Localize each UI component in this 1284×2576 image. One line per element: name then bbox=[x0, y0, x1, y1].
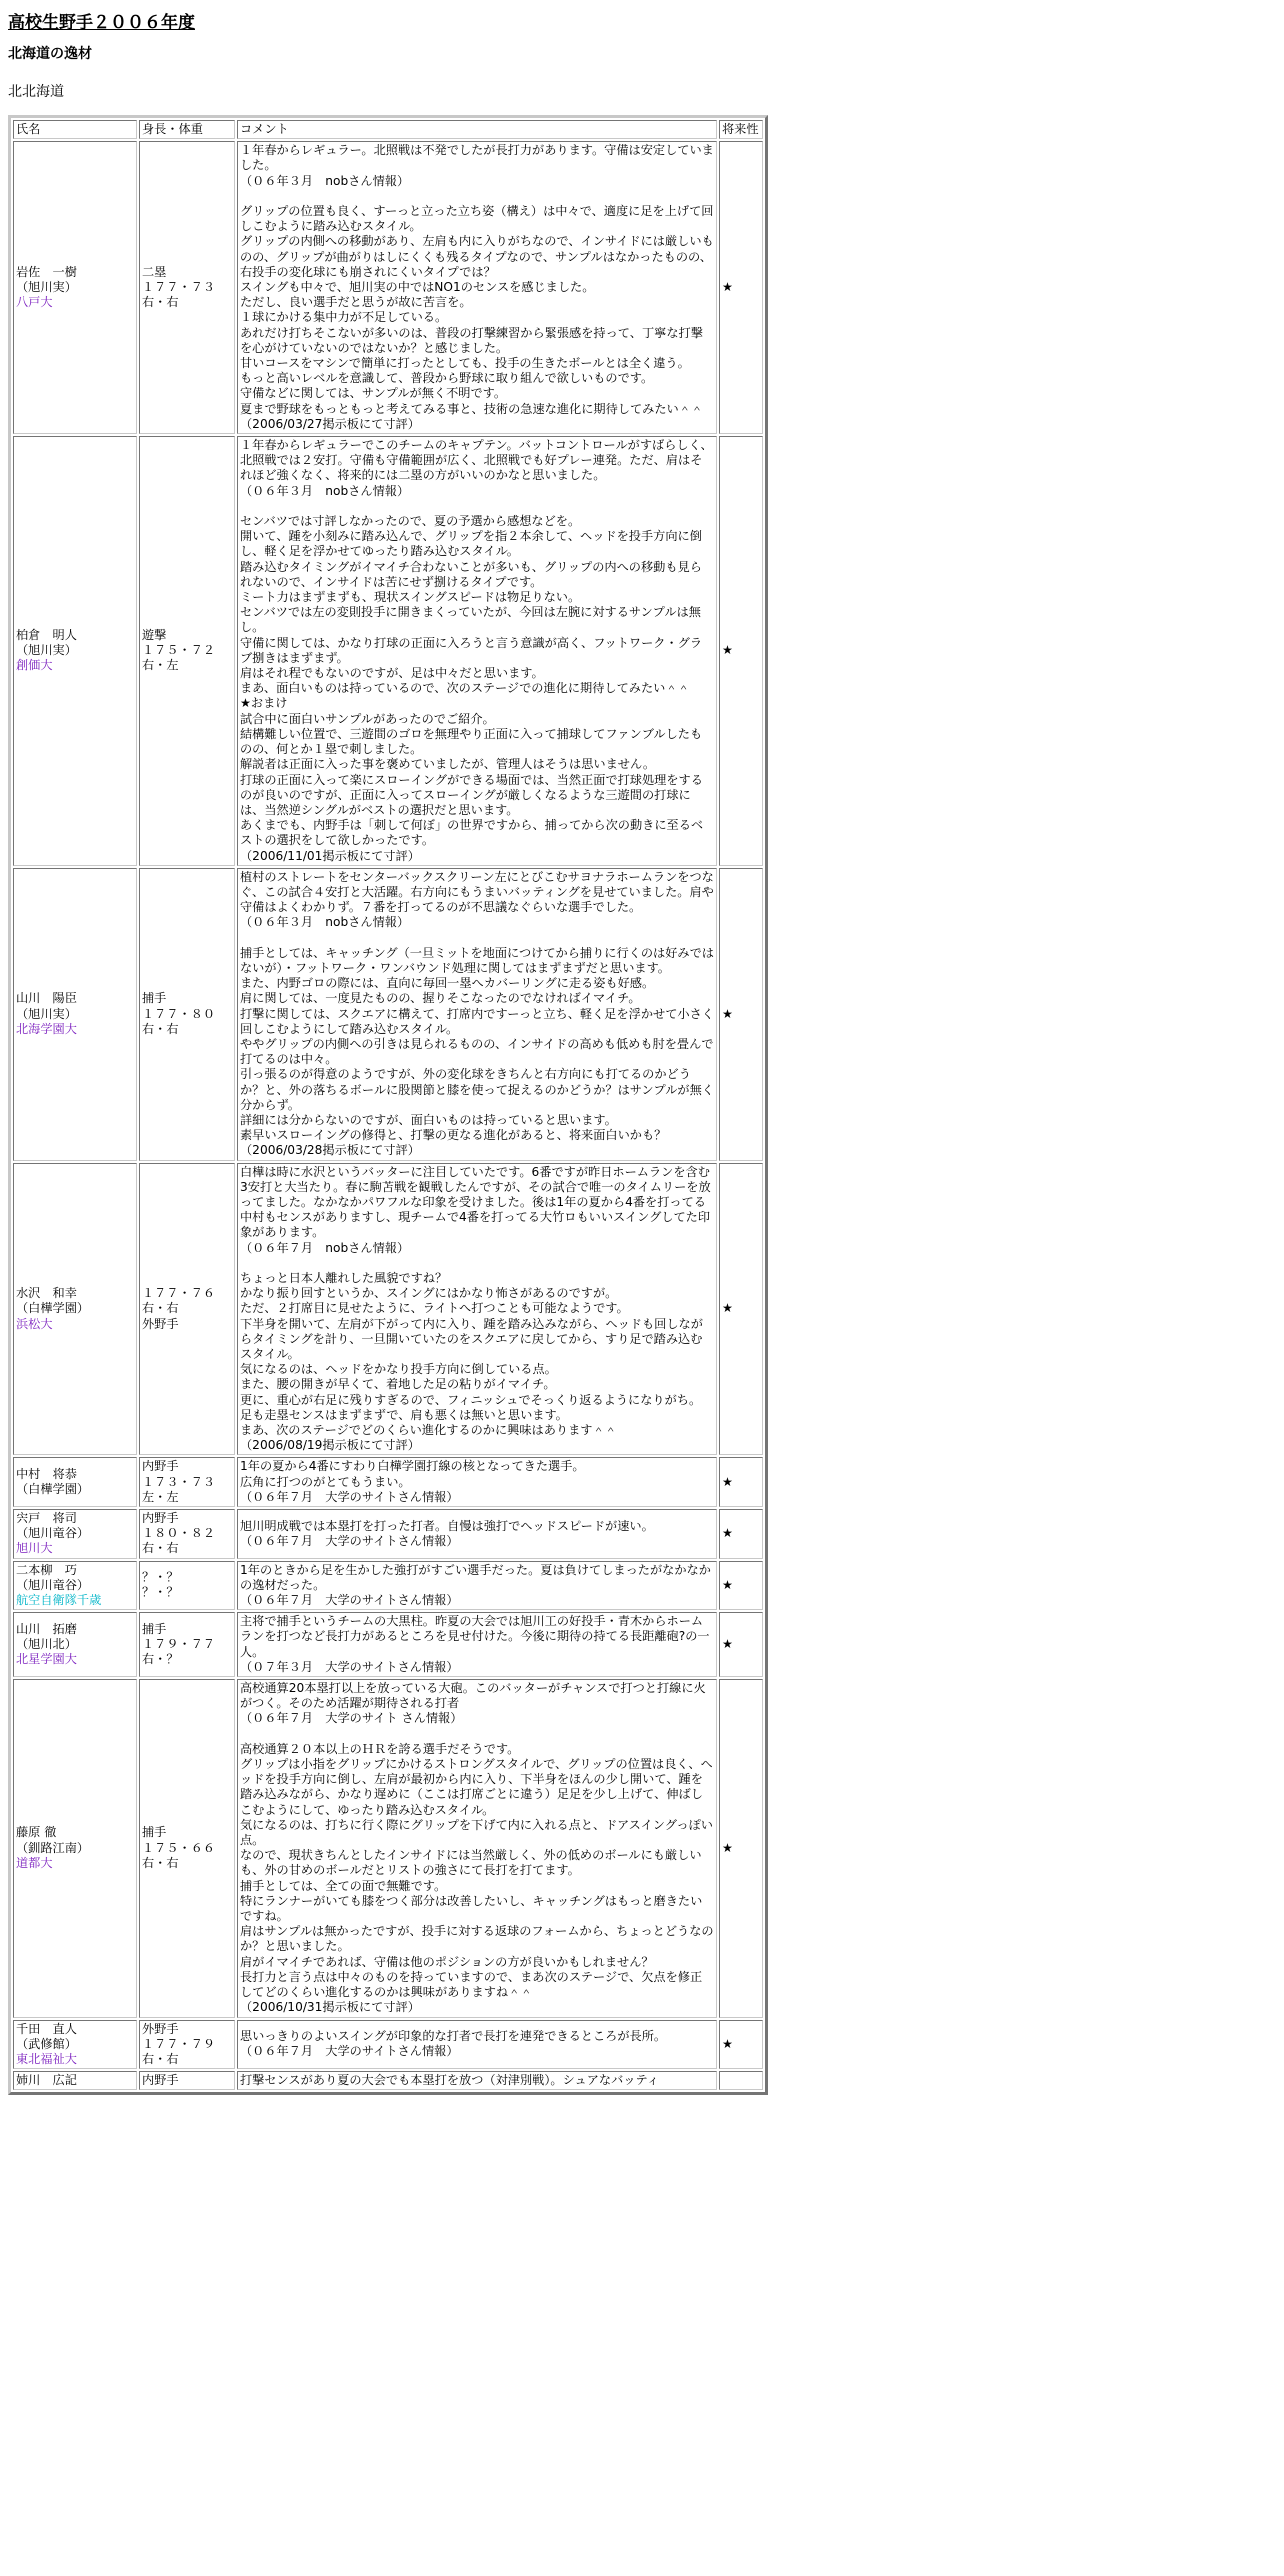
player-name-cell bbox=[13, 2071, 137, 2090]
player-stat: １７９・７７ bbox=[142, 1637, 216, 1652]
comment-line: 高校通算20本塁打以上を放っている大砲。このバッターがチャンスで打つと打線に火がつく。そのため活躍が期待される打者 bbox=[240, 1681, 706, 1711]
comment-line: 旭川明成戦では本塁打を打った打者。自慢は強打でヘッドスピードが速い。 bbox=[240, 1518, 654, 1533]
comment-line: 解説者は正面に入った事を褒めていましたが、管理人はそうは思いません。 bbox=[240, 757, 656, 772]
player-stat: 右・右 bbox=[142, 1301, 179, 1316]
comment-line: グリップの内側への移動があり、左肩も内に入りがちなので、インサイドには厳しいものの、グリップが曲がりはしにくくも残るタイプなので、サンプルはなかったものの、右投手の変化球にも崩されにくいタイプでは？ bbox=[240, 234, 714, 279]
player-stat: １７７・７６ bbox=[142, 1286, 216, 1301]
comment-line: 1年のときから足を生かした強打がすごい選手だった。夏は負けてしまったがなかなかの逸材だった。 bbox=[240, 1562, 711, 1592]
comment-line bbox=[240, 931, 714, 946]
player-comment-cell bbox=[237, 436, 717, 866]
future-rating-cell bbox=[719, 1561, 763, 1611]
player-name: 水沢 和幸 bbox=[16, 1286, 77, 1301]
comment-line: （2006/08/19掲示板にて寸評） bbox=[240, 1438, 420, 1453]
comment-line: また、腰の開きが早くて、着地した足の粘りがイマイチ。 bbox=[240, 1377, 556, 1392]
comment-line: ただし、良い選手だと思うが故に苦言を。 bbox=[240, 295, 472, 310]
player-comment-cell bbox=[237, 2020, 717, 2070]
player-comment-cell bbox=[237, 1457, 717, 1507]
players-body bbox=[13, 141, 763, 2090]
header-future: 将来性 bbox=[719, 120, 763, 139]
player-name: 藤原 徹 bbox=[16, 1825, 57, 1840]
comment-line: かなり振り回すというか、スイングにはかなり怖さがあるのですが。 bbox=[240, 1286, 618, 1301]
player-university-link[interactable]: 創価大 bbox=[16, 658, 53, 673]
page-title: 高校生野手２００６年度 bbox=[8, 13, 195, 33]
comment-line: 打撃に関しては、スクエアに構えて、打席内ですーっと立ち、軽く足を浮かせて小さく回しこむようにして踏み込むスタイル。 bbox=[240, 1006, 714, 1036]
comment-line: 結構難しい位置で、三遊間のゴロを無理やり正面に入って捕球してファンブルしたものの、何とか１塁で刺しました。 bbox=[240, 726, 703, 757]
comment-line: なので、現状きちんとしたインサイドには当然厳しく、外の低めのボールにも厳しいも、外の甘めのボールだとリストの強さにて長打を打てます。 bbox=[240, 1848, 702, 1878]
player-stat: 内野手 bbox=[142, 2073, 179, 2088]
table-row bbox=[13, 1679, 763, 2017]
comment-line: （０６年７月 大学のサイトさん情報） bbox=[240, 2044, 459, 2059]
comment-line: （０６年７月 大学のサイトさん情報） bbox=[240, 1593, 459, 1608]
comment-line: 捕手としては、全ての面で無難です。 bbox=[240, 1878, 447, 1893]
player-stat: 右・右 bbox=[142, 1541, 179, 1556]
player-comment-cell bbox=[237, 1163, 717, 1456]
player-school: （旭川竜谷） bbox=[16, 1526, 90, 1541]
player-stats-cell bbox=[139, 2071, 235, 2090]
comment-line: ミート力はまずまずも、現状スイングスピードは物足りない。 bbox=[240, 590, 581, 605]
player-stat: 外野手 bbox=[142, 1316, 179, 1331]
player-stat: ？・？ bbox=[142, 1570, 179, 1585]
comment-line: スイングも中々で、旭川実の中ではNO1のセンスを感じました。 bbox=[240, 280, 595, 295]
player-university-link[interactable]: 東北福祉大 bbox=[16, 2051, 77, 2066]
player-comment-cell bbox=[237, 2071, 717, 2090]
comment-line: ややグリップの内側への引きは見られるものの、インサイドの高めも低めも肘を畳んで打てるのは中々。 bbox=[240, 1036, 714, 1067]
table-row bbox=[13, 1163, 763, 1456]
comment-line: （０６年３月 nobさん情報） bbox=[240, 173, 410, 188]
comment-line: ★おまけ bbox=[240, 696, 288, 711]
comment-line: 1年の夏から4番にすわり白樺学園打線の核となってきた選手。 bbox=[240, 1459, 585, 1474]
comment-line: （2006/03/27掲示板にて寸評） bbox=[240, 416, 420, 431]
comment-line: （０６年３月 nobさん情報） bbox=[240, 483, 410, 498]
player-stat: 右・左 bbox=[142, 658, 179, 673]
player-name: 岩佐 一樹 bbox=[16, 264, 77, 279]
star-icon: ★ bbox=[722, 1301, 733, 1316]
player-university-link[interactable]: 八戸大 bbox=[16, 295, 53, 310]
player-school: （釧路江南） bbox=[16, 1840, 90, 1855]
player-stat: 左・左 bbox=[142, 1489, 179, 1504]
star-icon: ★ bbox=[722, 1006, 733, 1021]
comment-line: （０６年７月 大学のサイトさん情報） bbox=[240, 1489, 459, 1504]
player-school: （旭川北） bbox=[16, 1637, 77, 1652]
player-name: 山川 陽臣 bbox=[16, 991, 77, 1006]
player-university-link[interactable]: 北星学園大 bbox=[16, 1652, 77, 1667]
comment-line: グリップは小指をグリップにかけるストロングスタイルで、グリップの位置は良く、ヘッドを投手方向に倒し、左肩が最初から内に入り、下半身をほんの少し開いて、踵を踏み込みながら、かなり遅めに（ここは打席ごとに違う）足足を少し上げて、伸ばしこむようにして、ゆったり踏み込むスタイル。 bbox=[240, 1757, 713, 1817]
comment-line: 打球の正面に入って楽にスローイングができる場面では、当然正面で打球処理をするのが良いのですが、正面に入ってスローイングが厳しくなるような三遊間の打球には、当然逆シングルがベストの選択だと思います。 bbox=[240, 772, 703, 817]
comment-line: 詳細には分からないのですが、面白いものは持っていると思います。 bbox=[240, 1112, 617, 1127]
player-comment-cell bbox=[237, 1612, 717, 1677]
comment-line: 足も走塁センスはまずまずで、肩も悪くは無いと思います。 bbox=[240, 1407, 568, 1422]
comment-line: 素早いスローイングの修得と、打撃の更なる進化があると、将来面白いかも？ bbox=[240, 1128, 667, 1143]
player-stat: 内野手 bbox=[142, 1511, 179, 1526]
players-table bbox=[8, 115, 768, 2095]
comment-line: 肩はサンプルは無かったですが、投手に対する返球のフォームから、ちょっとどうなのか？と思いました。 bbox=[240, 1924, 714, 1954]
player-stat: 右・？ bbox=[142, 1652, 179, 1667]
comment-line: ちょっと日本人離れした風貌ですね？ bbox=[240, 1270, 448, 1285]
comment-line: あくまでも、内野手は「刺して何ぼ」の世界ですから、捕ってから次の動きに至るベストの選択をして欲しかったです。 bbox=[240, 818, 704, 848]
comment-line: また、内野ゴロの際には、直向に毎回一塁へカバーリングに走る姿も好感。 bbox=[240, 976, 655, 991]
comment-line: 特にランナーがいても膝をつく部分は改善したいし、キャッチングはもっと磨きたいですね。 bbox=[240, 1893, 703, 1924]
player-stat: ？・？ bbox=[142, 1585, 179, 1600]
comment-line: 広角に打つのがとてもうまい。 bbox=[240, 1474, 411, 1489]
star-icon: ★ bbox=[722, 2036, 733, 2051]
comment-line: 守備に関しては、かなり打球の正面に入ろうと言う意識が高く、フットワーク・グラブ捌きはまずまず。 bbox=[240, 635, 703, 665]
player-comment-cell bbox=[237, 1561, 717, 1611]
player-stat: 二塁 bbox=[142, 264, 167, 279]
comment-line: 引っ張るのが得意のようですが、外の変化球をきちんと右方向にも打てるのかどうか？と、外の落ちるボールに股関節と膝を使って捉えるのかどうか？はサンプルが無く分からず。 bbox=[240, 1067, 714, 1112]
comment-line: 開いて、踵を小刻みに踏み込んで、グリップを指２本余して、ヘッドを投手方向に倒し、軽く足を浮かせてゆったり踏み込むスタイル。 bbox=[240, 529, 702, 559]
player-stats-cell bbox=[139, 868, 235, 1161]
star-icon: ★ bbox=[722, 1526, 733, 1541]
player-stats-cell bbox=[139, 1612, 235, 1677]
table-row bbox=[13, 2020, 763, 2070]
player-comment-cell bbox=[237, 1679, 717, 2017]
comment-line: まあ、面白いものは持っているので、次のステージでの進化に期待してみたい＾＾ bbox=[240, 681, 690, 696]
player-name-cell bbox=[13, 1163, 137, 1456]
player-school: （白樺学園） bbox=[16, 1301, 90, 1316]
player-university-link[interactable]: 航空自衛隊千歳 bbox=[16, 1593, 102, 1608]
comment-line: （０６年３月 nobさん情報） bbox=[240, 915, 410, 930]
header-row bbox=[13, 120, 763, 139]
player-school: （旭川竜谷） bbox=[16, 1577, 90, 1592]
header-body: 身長・体重 bbox=[139, 120, 235, 139]
header-name: 氏名 bbox=[13, 120, 137, 139]
future-rating-cell bbox=[719, 141, 763, 434]
comment-line: 長打力と言う点は中々のものを持っていますので、まあ次のステージで、欠点を修正してどのくらい進化するのかは興味がありますね＾＾ bbox=[240, 1969, 703, 2000]
comment-line: 試合中に面白いサンプルがあったのでご紹介。 bbox=[240, 711, 495, 726]
player-name: 柏倉 明人 bbox=[16, 628, 77, 643]
player-name-cell bbox=[13, 868, 137, 1161]
page bbox=[0, 8, 1284, 2095]
player-stats-cell bbox=[139, 1509, 235, 1559]
player-school: （武修館） bbox=[16, 2036, 77, 2051]
comment-line: 甘いコースをマシンで簡単に打ったとしても、投手の生きたボールとは全く違う。 bbox=[240, 356, 690, 371]
player-stat: １８０・８２ bbox=[142, 1526, 216, 1541]
player-name-cell bbox=[13, 2020, 137, 2070]
comment-line bbox=[240, 189, 714, 204]
comment-line: 更に、重心が右足に残りすぎるので、フィニッシュでそっくり返るようになりがち。 bbox=[240, 1392, 702, 1407]
star-icon: ★ bbox=[722, 1840, 733, 1855]
comment-line: 主将で捕手というチームの大黒柱。昨夏の大会では旭川工の好投手・青木からホームランを打つなど長打力があるところを見せ付けた。今後に期待の持てる長距離砲?の一人。 bbox=[240, 1614, 710, 1659]
player-name: 姉川 広記 bbox=[16, 2073, 77, 2088]
comment-line: １年春からレギュラーでこのチームのキャプテン。バットコントロールがすばらしく、北照戦では２安打。守備も守備範囲が広く、北照戦でも好プレー連発。ただ、肩はそれほど強くなく、将来的には二塁の方がいいのかなと思いました。 bbox=[240, 438, 713, 483]
comment-line: １球にかける集中力が不足している。 bbox=[240, 310, 448, 325]
future-rating-cell bbox=[719, 2071, 763, 2090]
player-stat: 内野手 bbox=[142, 1459, 179, 1474]
comment-line bbox=[240, 499, 714, 514]
future-rating-cell bbox=[719, 1457, 763, 1507]
header-comment: コメント bbox=[237, 120, 717, 139]
table-row bbox=[13, 2071, 763, 2090]
player-stat: １７７・８０ bbox=[142, 1006, 216, 1021]
comment-line: 植村のストレートをセンターバックスクリーン左にとびこむサヨナラホームランをつなぐ、この試合４安打と大活躍。右方向にもうまいバッティングを見せていました。肩や守備はよくわかりず。７番を打ってるのが不思議なぐらいな選手でした。 bbox=[240, 869, 714, 915]
page-subtitle: 北海道の逸材 bbox=[8, 46, 92, 62]
comment-line: 肩がイマイチであれば、守備は他のポジションの方が良いかもしれません？ bbox=[240, 1954, 654, 1969]
future-rating-cell bbox=[719, 1509, 763, 1559]
comment-line: もっと高いレベルを意識して、普段から野球に取り組んで欲しいものです。 bbox=[240, 371, 654, 386]
player-school: （旭川実） bbox=[16, 1006, 77, 1021]
comment-line: 踏み込むタイミングがイマイチ合わないことが多いも、グリップの内への移動も見られないので、インサイドは苦にせず捌けるタイプです。 bbox=[240, 559, 702, 589]
player-name-cell bbox=[13, 141, 137, 434]
table-row bbox=[13, 436, 763, 866]
player-stat: １７５・６６ bbox=[142, 1840, 216, 1855]
comment-line: まあ、次のステージでどのくらい進化するのかに興味はあります＾＾ bbox=[240, 1423, 617, 1437]
table-row bbox=[13, 868, 763, 1161]
player-stats-cell bbox=[139, 1679, 235, 2017]
comment-line: 白樺は時に水沢というバッターに注目していたです。6番ですが昨日ホームランを含む3安打と大当たり。春に駒苫戦を観戦したんですが、その試合で唯一のタイムリーを放ってました。なかなかパワフルな印象を受けました。後は1年の夏から4番を打ってる中村もセンスがありますし、現チームで4番を打ってる大竹ロもいいスイングしてた印象があります。 bbox=[240, 1164, 711, 1240]
comment-line: 夏まで野球をもっともっと考えてみる事と、技術の急速な進化に期待してみたい＾＾ bbox=[240, 401, 704, 416]
player-school: （旭川実） bbox=[16, 643, 77, 658]
future-rating-cell bbox=[719, 1163, 763, 1456]
player-name-cell bbox=[13, 436, 137, 866]
comment-line: （2006/03/28掲示板にて寸評） bbox=[240, 1143, 420, 1158]
player-school: （白樺学園） bbox=[16, 1482, 90, 1497]
comment-line: （０７年３月 大学のサイトさん情報） bbox=[240, 1659, 459, 1674]
comment-line: 捕手としては、キャッチング（一旦ミットを地面につけてから捕りに行くのは好みではないが）・フットワーク・ワンバウンド処理に関してはまずまずだと思います。 bbox=[240, 945, 714, 975]
star-icon: ★ bbox=[722, 1474, 733, 1489]
comment-line: 守備などに関しては、サンプルが無く不明です。 bbox=[240, 386, 507, 401]
player-stat: 右・右 bbox=[142, 295, 179, 310]
player-stats-cell bbox=[139, 436, 235, 866]
star-icon: ★ bbox=[722, 643, 733, 658]
region-label: 北北海道 bbox=[8, 84, 64, 100]
comment-line: あれだけ打ちそこないが多いのは、普段の打撃練習から緊張感を持って、丁寧な打撃を心がけていないのではないか？と感じました。 bbox=[240, 325, 703, 355]
comment-line: （2006/10/31掲示板にて寸評） bbox=[240, 2000, 420, 2015]
player-name-cell bbox=[13, 1561, 137, 1611]
player-stat: 捕手 bbox=[142, 1621, 167, 1636]
player-stat: 遊撃 bbox=[142, 628, 167, 643]
comment-line: 思いっきりのよいスイングが印象的な打者で長打を連発できるところが長所。 bbox=[240, 2029, 667, 2044]
future-rating-cell bbox=[719, 2020, 763, 2070]
comment-line: 打撃センスがあり夏の大会でも本塁打を放つ（対津別戦）。シュアなバッティ bbox=[240, 2073, 659, 2088]
player-comment-cell bbox=[237, 141, 717, 434]
player-university-link[interactable]: 北海学園大 bbox=[16, 1021, 77, 1036]
player-stat: 捕手 bbox=[142, 1825, 167, 1840]
player-stats-cell bbox=[139, 141, 235, 434]
player-stat: 右・右 bbox=[142, 2051, 179, 2066]
comment-line: 気になるのは、ヘッドをかなり投手方向に倒している点。 bbox=[240, 1362, 557, 1377]
player-stat: １７３・７３ bbox=[142, 1474, 216, 1489]
player-university-link[interactable]: 旭川大 bbox=[16, 1541, 53, 1556]
player-stat: １７５・７２ bbox=[142, 643, 216, 658]
player-name-cell bbox=[13, 1457, 137, 1507]
future-rating-cell bbox=[719, 1612, 763, 1677]
player-stat: 右・右 bbox=[142, 1021, 179, 1036]
comment-line: センバツでは左の変則投手に開きまくっていたが、今回は左腕に対するサンプルは無し。 bbox=[240, 605, 701, 635]
player-stat: １７７・７９ bbox=[142, 2036, 216, 2051]
player-school: （旭川実） bbox=[16, 280, 77, 295]
comment-line: （０６年７月 大学のサイト さん情報） bbox=[240, 1711, 463, 1726]
comment-line bbox=[240, 1727, 714, 1742]
future-rating-cell bbox=[719, 868, 763, 1161]
player-stats-cell bbox=[139, 2020, 235, 2070]
player-comment-cell bbox=[237, 1509, 717, 1559]
player-name: 千田 直人 bbox=[16, 2021, 77, 2036]
table-row bbox=[13, 1561, 763, 1611]
player-stat: 外野手 bbox=[142, 2021, 179, 2036]
player-stat: 捕手 bbox=[142, 991, 167, 1006]
player-name: 中村 将恭 bbox=[16, 1467, 77, 1481]
player-comment-cell bbox=[237, 868, 717, 1161]
comment-line: １年春からレギュラー。北照戦は不発でしたが長打力があります。守備は安定していました。 bbox=[240, 143, 714, 173]
player-name: 山川 拓磨 bbox=[16, 1621, 77, 1636]
player-stats-cell bbox=[139, 1457, 235, 1507]
comment-line: 下半身を開いて、左肩が下がって内に入り、踵を踏み込みながら、ヘッドも回しながらタイミングを計り、一旦開いていたのをスクエアに戻してから、すり足で踏み込むスタイル。 bbox=[240, 1316, 703, 1361]
player-stat: １７７・７３ bbox=[142, 280, 216, 295]
star-icon: ★ bbox=[722, 1637, 733, 1652]
player-stats-cell bbox=[139, 1163, 235, 1456]
player-name: 二本柳 巧 bbox=[16, 1562, 77, 1577]
star-icon: ★ bbox=[722, 280, 733, 295]
player-stat: 右・右 bbox=[142, 1855, 179, 1870]
comment-line: （０６年７月 大学のサイトさん情報） bbox=[240, 1533, 459, 1548]
player-name-cell bbox=[13, 1612, 137, 1677]
future-rating-cell bbox=[719, 436, 763, 866]
player-university-link[interactable]: 浜松大 bbox=[16, 1316, 53, 1331]
table-row bbox=[13, 1612, 763, 1677]
comment-line: 高校通算２０本以上のＨＲを誇る選手だそうです。 bbox=[240, 1741, 520, 1756]
player-name-cell bbox=[13, 1509, 137, 1559]
comment-line: 気になるのは、打ちに行く際にグリップを下げて内に入れる点と、ドアスイングっぽい点。 bbox=[240, 1817, 713, 1848]
table-row bbox=[13, 1509, 763, 1559]
star-icon: ★ bbox=[722, 1577, 733, 1592]
player-name: 宍戸 将司 bbox=[16, 1511, 77, 1526]
future-rating-cell bbox=[719, 1679, 763, 2017]
player-stats-cell bbox=[139, 1561, 235, 1611]
comment-line bbox=[240, 1256, 714, 1271]
comment-line: センバツでは寸評しなかったので、夏の予選から感想などを。 bbox=[240, 514, 581, 529]
player-name-cell bbox=[13, 1679, 137, 2017]
comment-line: ただ、２打席目に見せたように、ライトへ打つことも可能なようです。 bbox=[240, 1301, 629, 1316]
comment-line: （2006/11/01掲示板にて寸評） bbox=[240, 848, 420, 863]
comment-line: グリップの位置も良く、すーっと立った立ち姿（構え）は中々で、適度に足を上げて回しこむように踏み込むスタイル。 bbox=[240, 204, 714, 234]
table-row bbox=[13, 141, 763, 434]
comment-line: 肩はそれ程でもないのですが、足は中々だと思います。 bbox=[240, 666, 544, 681]
comment-line: （０６年７月 nobさん情報） bbox=[240, 1240, 410, 1255]
table-row bbox=[13, 1457, 763, 1507]
comment-line: 肩に関しては、一度見たものの、握りそこなったのでなければイマイチ。 bbox=[240, 991, 641, 1006]
player-university-link[interactable]: 道都大 bbox=[16, 1855, 53, 1870]
